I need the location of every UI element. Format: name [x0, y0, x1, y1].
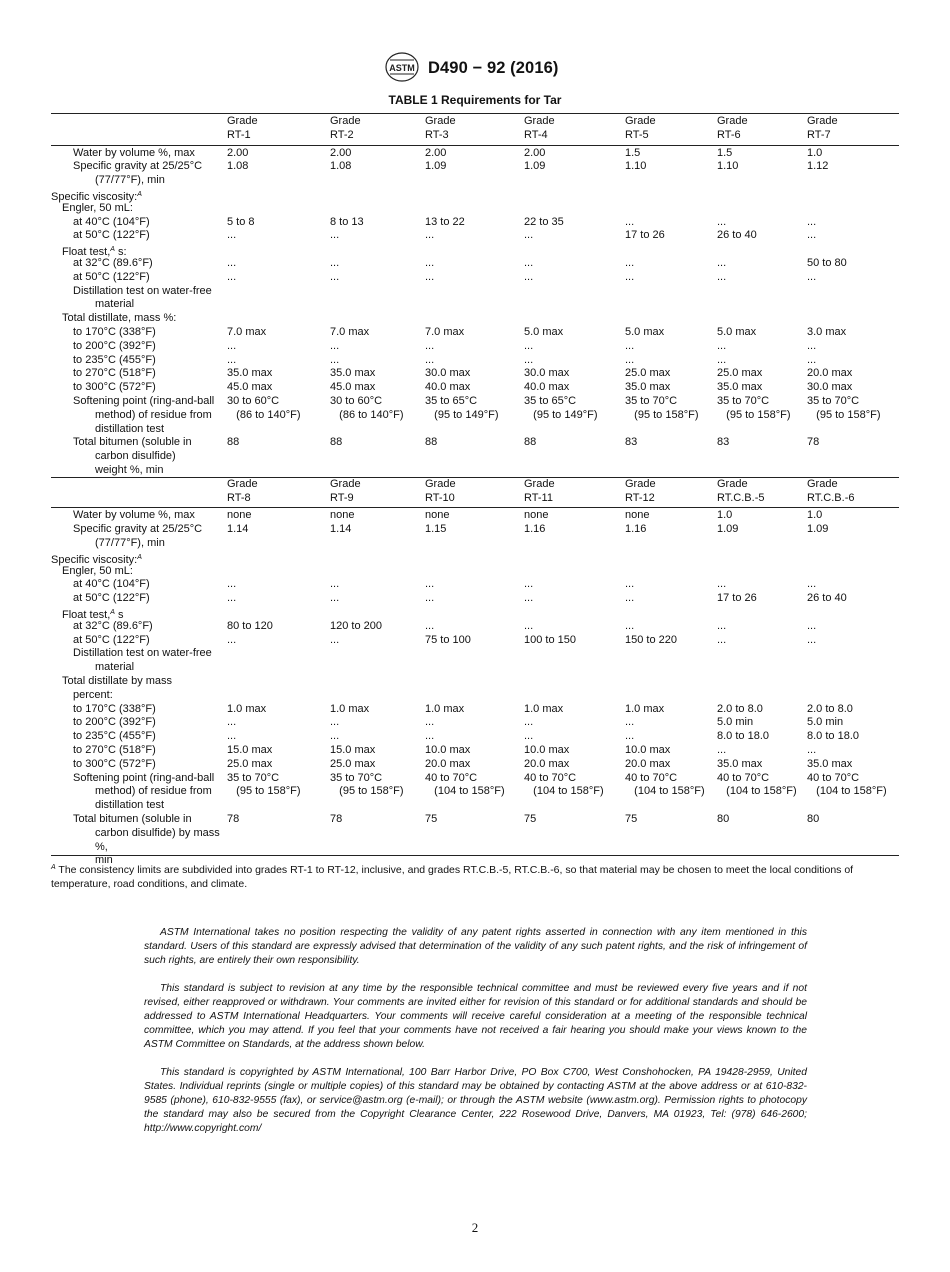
value-cell: 2.00: [425, 146, 447, 159]
value-cell: ...: [524, 339, 534, 352]
grade-header: Grade RT-7: [807, 115, 838, 141]
value-cell: 40 to 70°C (104 to 158°F): [425, 771, 505, 798]
value-cell: ...: [625, 353, 635, 366]
row-label: Engler, 50 mL:: [62, 201, 133, 214]
value-cell: 78: [227, 813, 240, 825]
row-label: to 270°C (518°F): [73, 744, 156, 756]
value-cell: 22 to 35: [524, 215, 564, 228]
value-cell: ...: [330, 353, 340, 366]
value-cell: 3.0 max: [807, 326, 847, 338]
value-cell: 5.0 min: [807, 716, 844, 729]
value-cell: ...: [524, 257, 534, 269]
value-cell: 100 to 150: [524, 633, 576, 646]
row-label: Total distillate, mass %:: [62, 312, 177, 325]
value-cell: 35 to 70°C (95 to 158°F): [625, 395, 699, 421]
value-cell: ...: [330, 592, 340, 605]
value-cell: ...: [717, 578, 727, 591]
row-label: Specific viscosity:$^A$: [51, 553, 142, 566]
row-label: to 200°C (392°F): [73, 716, 156, 729]
value-cell: 1.10: [625, 160, 647, 173]
value-cell: 26 to 40: [807, 592, 847, 605]
value-cell: ...: [717, 257, 727, 269]
copyright-notice: This standard is copyrighted by ASTM International, 100 Barr Harbor Drive, PO Box C700, West Conshohocken, PA 19428-2959, United States. Individual reprints (single or multiple copies) of this standard may be obtained by contacting ASTM at the above address or at 610-832-9585 (phone), 610-832-9555 (fax), or service@astm.org (e-mail); or through the ASTM website (www.astm.org). Permission rights to photocopy the standard may also be secured from the Copyright Clearance Center, 222 Rosewood Drive, Danvers, MA 01923, Tel: (978) 646-2600; http://www.copyright.com/: [144, 1067, 807, 1134]
value-cell: 8 to 13: [330, 215, 364, 228]
value-cell: ...: [807, 619, 817, 632]
row-label: Distillation test on water-free material: [73, 284, 212, 311]
grade-header: Grade RT-2: [330, 115, 361, 141]
row-label: Softening point (ring-and-ball method) of residue from distillation test: [73, 395, 215, 435]
value-cell: 88: [330, 436, 343, 449]
row-label: to 270°C (518°F): [73, 367, 156, 380]
value-cell: ...: [717, 270, 727, 283]
value-cell: 30 to 60°C (86 to 140°F): [330, 395, 404, 421]
row-label: Specific viscosity:$^A$: [51, 191, 142, 203]
table-footnote: $^A$ The consistency limits are subdivided into grades RT-1 to RT-12, inclusive, and grades RT.C.B.-5, RT.C.B.-6, so that material may be chosen to meet the local conditions of temperature, road conditions, and climate.: [51, 864, 854, 890]
value-cell: 2.00: [330, 146, 352, 159]
value-cell: 40 to 70°C (104 to 158°F): [524, 771, 604, 798]
value-cell: ...: [625, 257, 635, 269]
table-top-rule: [51, 113, 899, 114]
value-cell: 25.0 max: [227, 757, 273, 770]
value-cell: 88: [425, 436, 438, 449]
row-label: at 40°C (104°F): [73, 215, 150, 228]
value-cell: 1.15: [425, 523, 447, 536]
value-cell: 10.0 max: [425, 744, 471, 756]
value-cell: 1.5: [625, 146, 641, 159]
value-cell: ...: [425, 578, 435, 591]
value-cell: 35.0 max: [330, 367, 376, 380]
value-cell: 75: [625, 813, 638, 825]
value-cell: 2.0 to 8.0: [807, 702, 853, 715]
value-cell: ...: [717, 744, 727, 756]
value-cell: 30 to 60°C (86 to 140°F): [227, 395, 301, 421]
row-label: at 50°C (122°F): [73, 633, 150, 646]
value-cell: ...: [425, 229, 435, 242]
grade-header: Grade RT-6: [717, 115, 748, 141]
value-cell: 25.0 max: [625, 367, 671, 380]
row-label: Water by volume %, max: [73, 146, 195, 159]
value-cell: 1.16: [625, 523, 647, 536]
value-cell: ...: [330, 716, 340, 729]
row-label: Softening point (ring-and-ball method) of residue from distillation test: [73, 771, 215, 812]
value-cell: ...: [330, 633, 340, 646]
value-cell: 5.0 max: [717, 326, 757, 338]
value-cell: 35.0 max: [717, 757, 763, 770]
value-cell: 7.0 max: [425, 326, 465, 338]
value-cell: ...: [425, 730, 435, 743]
value-cell: 1.0 max: [330, 702, 370, 715]
value-cell: ...: [625, 270, 635, 283]
astm-logo-icon: [384, 52, 420, 82]
value-cell: 35 to 65°C (95 to 149°F): [524, 395, 598, 421]
value-cell: 30.0 max: [524, 367, 570, 380]
value-cell: none: [227, 509, 252, 522]
value-cell: ...: [524, 592, 534, 605]
value-cell: ...: [625, 339, 635, 352]
value-cell: 35 to 70°C (95 to 158°F): [807, 395, 881, 421]
row-label: Engler, 50 mL:: [62, 564, 133, 577]
value-cell: ...: [524, 730, 534, 743]
section-rule: [51, 477, 899, 478]
value-cell: none: [425, 509, 450, 522]
value-cell: ...: [807, 353, 817, 366]
value-cell: none: [330, 509, 355, 522]
value-cell: ...: [425, 339, 435, 352]
value-cell: 1.0 max: [625, 702, 665, 715]
value-cell: 40 to 70°C (104 to 158°F): [717, 771, 797, 798]
value-cell: 83: [625, 436, 638, 449]
value-cell: ...: [524, 619, 534, 632]
value-cell: ...: [807, 270, 817, 283]
value-cell: ...: [807, 578, 817, 591]
value-cell: 1.0 max: [524, 702, 564, 715]
value-cell: ...: [625, 730, 635, 743]
value-cell: 25.0 max: [330, 757, 376, 770]
value-cell: ...: [524, 716, 534, 729]
revision-notice: This standard is subject to revision at any time by the responsible technical committee and must be reviewed every five years and if not revised, either reapproved or withdrawn. Your comments are invited either for revision of this standard or for additional standards and should be addressed to ASTM International Headquarters. Your comments will receive careful consideration at a meeting of the responsible technical committee, which you may attend. If you feel that your comments have not received a fair hearing you should make your views known to the ASTM Committee on Standards, at the address shown below.: [144, 983, 807, 1050]
value-cell: 35 to 70°C (95 to 158°F): [227, 771, 301, 798]
value-cell: 1.14: [227, 523, 249, 536]
value-cell: ...: [227, 716, 237, 729]
value-cell: 30.0 max: [807, 381, 853, 394]
value-cell: 1.09: [717, 523, 739, 536]
value-cell: ...: [227, 578, 237, 591]
grade-header: Grade RT.C.B.-5: [717, 477, 765, 504]
value-cell: ...: [330, 229, 340, 242]
value-cell: ...: [625, 619, 635, 632]
value-cell: 10.0 max: [524, 744, 570, 756]
row-label: Float test,$^A$ s: [62, 609, 124, 621]
row-label: to 300°C (572°F): [73, 381, 156, 394]
value-cell: ...: [717, 353, 727, 366]
value-cell: 35.0 max: [227, 367, 273, 380]
value-cell: ...: [227, 257, 237, 269]
row-label: at 50°C (122°F): [73, 229, 150, 242]
value-cell: 1.09: [524, 160, 546, 173]
table-title: TABLE 1 Requirements for Tar: [388, 93, 562, 107]
value-cell: ...: [524, 353, 534, 366]
value-cell: 10.0 max: [625, 744, 671, 756]
row-label: at 50°C (122°F): [73, 592, 150, 605]
row-label: Total distillate by mass percent:: [62, 675, 173, 701]
value-cell: ...: [625, 215, 635, 228]
grade-header: Grade RT.C.B.-6: [807, 477, 855, 504]
value-cell: ...: [524, 270, 534, 283]
value-cell: 2.0 to 8.0: [717, 702, 763, 715]
row-label: Water by volume %, max: [73, 509, 195, 522]
value-cell: ...: [524, 578, 534, 591]
value-cell: 88: [524, 436, 537, 449]
value-cell: 20.0 max: [425, 757, 471, 770]
value-cell: 13 to 22: [425, 215, 465, 228]
value-cell: ...: [807, 215, 817, 228]
value-cell: 40 to 70°C (104 to 158°F): [807, 771, 887, 798]
row-label: at 32°C (89.6°F): [73, 257, 153, 269]
value-cell: ...: [425, 619, 435, 632]
value-cell: 75 to 100: [425, 633, 471, 646]
value-cell: 20.0 max: [524, 757, 570, 770]
value-cell: 35 to 65°C (95 to 149°F): [425, 395, 499, 421]
grade-header: Grade RT-1: [227, 115, 258, 141]
value-cell: 75: [524, 813, 537, 825]
header-rule: [51, 145, 899, 146]
value-cell: ...: [425, 592, 435, 605]
value-cell: 80: [807, 813, 820, 825]
value-cell: ...: [717, 339, 727, 352]
grade-header: Grade RT-5: [625, 115, 656, 141]
value-cell: 1.08: [330, 160, 352, 173]
value-cell: ...: [524, 229, 534, 242]
value-cell: 150 to 220: [625, 633, 677, 646]
row-label: to 200°C (392°F): [73, 339, 156, 352]
grade-header: Grade RT-3: [425, 115, 456, 141]
value-cell: 35 to 70°C (95 to 158°F): [717, 395, 791, 421]
value-cell: ...: [425, 353, 435, 366]
value-cell: 1.09: [425, 160, 447, 173]
row-label: Distillation test on water-free material: [73, 647, 212, 674]
value-cell: 20.0 max: [625, 757, 671, 770]
grade-header: Grade RT-9: [330, 477, 361, 504]
value-cell: 80 to 120: [227, 619, 273, 632]
value-cell: ...: [330, 578, 340, 591]
value-cell: 35 to 70°C (95 to 158°F): [330, 771, 404, 798]
value-cell: ...: [425, 257, 435, 269]
grade-header: Grade RT-4: [524, 115, 555, 141]
value-cell: 7.0 max: [227, 326, 267, 338]
value-cell: 78: [330, 813, 343, 825]
row-label: to 235°C (455°F): [73, 353, 156, 366]
value-cell: 5 to 8: [227, 215, 255, 228]
row-label: at 32°C (89.6°F): [73, 619, 153, 632]
value-cell: 8.0 to 18.0: [807, 730, 859, 743]
value-cell: ...: [425, 270, 435, 283]
value-cell: ...: [807, 229, 817, 242]
value-cell: ...: [227, 353, 237, 366]
value-cell: 1.10: [717, 160, 739, 173]
value-cell: ...: [227, 270, 237, 283]
value-cell: ...: [425, 716, 435, 729]
row-label: to 300°C (572°F): [73, 757, 156, 770]
value-cell: 35.0 max: [717, 381, 763, 394]
value-cell: 8.0 to 18.0: [717, 730, 769, 743]
value-cell: ...: [330, 730, 340, 743]
value-cell: 30.0 max: [425, 367, 471, 380]
value-cell: ...: [330, 257, 340, 269]
value-cell: 1.0: [807, 509, 823, 522]
row-label: to 170°C (338°F): [73, 702, 156, 715]
value-cell: 7.0 max: [330, 326, 370, 338]
document-designation: D490 − 92 (2016): [428, 59, 559, 77]
value-cell: 17 to 26: [717, 592, 757, 605]
page-number: 2: [471, 1220, 479, 1235]
value-cell: 1.09: [807, 523, 829, 536]
value-cell: 1.16: [524, 523, 546, 536]
value-cell: 2.00: [524, 146, 546, 159]
value-cell: 2.00: [227, 146, 249, 159]
value-cell: ...: [807, 339, 817, 352]
row-label: Float test,$^A$ s:: [62, 246, 127, 259]
value-cell: 88: [227, 436, 240, 449]
value-cell: 83: [717, 436, 730, 449]
value-cell: 25.0 max: [717, 367, 763, 380]
value-cell: ...: [227, 730, 237, 743]
value-cell: ...: [227, 633, 237, 646]
legal-notices: [144, 926, 807, 1150]
value-cell: 15.0 max: [330, 744, 376, 756]
header-rule: [51, 507, 899, 508]
value-cell: 40.0 max: [524, 381, 570, 394]
grade-header: Grade RT-11: [524, 477, 555, 504]
value-cell: 120 to 200: [330, 619, 382, 632]
value-cell: 1.0 max: [227, 702, 267, 715]
value-cell: ...: [807, 633, 817, 646]
value-cell: ...: [625, 578, 635, 591]
row-label: at 50°C (122°F): [73, 270, 150, 283]
grade-header: Grade RT-12: [625, 477, 656, 504]
value-cell: ...: [227, 592, 237, 605]
row-label: Total bitumen (soluble in carbon disulfide) by mass %, min: [73, 813, 220, 867]
svg-text:ASTM: ASTM: [389, 63, 415, 73]
value-cell: 50 to 80: [807, 257, 847, 269]
value-cell: none: [625, 509, 650, 522]
value-cell: 15.0 max: [227, 744, 273, 756]
value-cell: 1.0 max: [425, 702, 465, 715]
value-cell: 1.5: [717, 146, 733, 159]
value-cell: ...: [330, 339, 340, 352]
row-label: at 40°C (104°F): [73, 578, 150, 591]
value-cell: 80: [717, 813, 730, 825]
page-header: [0, 50, 950, 90]
value-cell: 45.0 max: [330, 381, 376, 394]
value-cell: 5.0 min: [717, 716, 754, 729]
value-cell: 1.08: [227, 160, 249, 173]
value-cell: ...: [717, 619, 727, 632]
value-cell: ...: [625, 592, 635, 605]
value-cell: 26 to 40: [717, 229, 757, 242]
value-cell: 1.0: [717, 509, 733, 522]
value-cell: ...: [717, 215, 727, 228]
value-cell: 78: [807, 436, 820, 449]
value-cell: 35.0 max: [807, 757, 853, 770]
value-cell: 1.14: [330, 523, 352, 536]
row-label: to 170°C (338°F): [73, 326, 156, 338]
row-label: to 235°C (455°F): [73, 730, 156, 743]
grade-header: Grade RT-8: [227, 477, 258, 504]
row-label: Total bitumen (soluble in carbon disulfide) weight %, min: [73, 436, 192, 476]
value-cell: 40.0 max: [425, 381, 471, 394]
value-cell: ...: [227, 339, 237, 352]
value-cell: 5.0 max: [625, 326, 665, 338]
value-cell: ...: [717, 633, 727, 646]
value-cell: none: [524, 509, 549, 522]
value-cell: 17 to 26: [625, 229, 665, 242]
value-cell: ...: [625, 716, 635, 729]
value-cell: 75: [425, 813, 438, 825]
value-cell: 1.0: [807, 146, 823, 159]
patent-notice: ASTM International takes no position respecting the validity of any patent rights asserted in connection with any item mentioned in this standard. Users of this standard are expressly advised that determination of the validity of any such patent rights, and the risk of infringement of such rights, are entirely their own responsibility.: [144, 927, 807, 966]
value-cell: 45.0 max: [227, 381, 273, 394]
value-cell: 1.12: [807, 160, 829, 173]
value-cell: 35.0 max: [625, 381, 671, 394]
value-cell: 40 to 70°C (104 to 158°F): [625, 771, 705, 798]
value-cell: ...: [227, 229, 237, 242]
grade-header: Grade RT-10: [425, 477, 456, 504]
value-cell: ...: [807, 744, 817, 756]
value-cell: ...: [330, 270, 340, 283]
value-cell: 5.0 max: [524, 326, 564, 338]
table-bottom-rule: [51, 855, 899, 856]
value-cell: 20.0 max: [807, 367, 853, 380]
row-label: Specific gravity at 25/25°C (77/77°F), min: [73, 160, 203, 187]
row-label: Specific gravity at 25/25°C (77/77°F), min: [73, 523, 203, 549]
